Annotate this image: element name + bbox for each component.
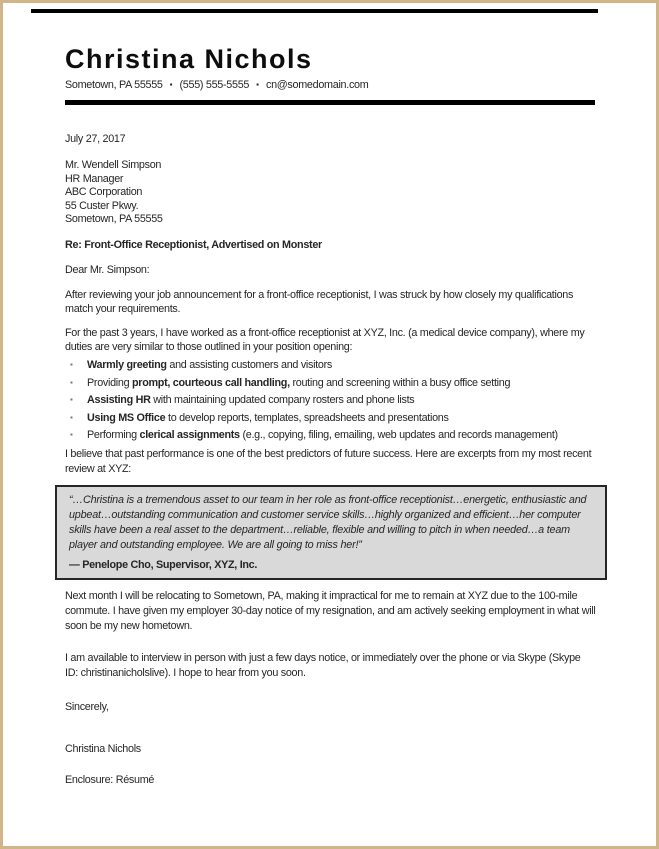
letterhead-rule	[65, 100, 595, 105]
experience-paragraph: For the past 3 years, I have worked as a front-office receptionist at XYZ, Inc. (a medical device company), where my duties are very similar to those outlined in your position opening:	[65, 326, 585, 353]
recipient-street: 55 Custer Pkwy.	[65, 199, 139, 212]
duties-list	[70, 357, 594, 445]
list-item	[70, 374, 594, 392]
list-item-text	[87, 358, 594, 373]
signature-name: Christina Nichols	[65, 742, 141, 755]
duty-bold-text: clerical assignments	[139, 429, 240, 441]
duty-text: and assisting customers and visitors	[166, 359, 333, 371]
list-item-text	[87, 376, 594, 391]
square-bullet-icon: ▪	[256, 80, 259, 89]
duty-text: Providing	[87, 376, 133, 389]
relocation-paragraph: Next month I will be relocating to Sometown, PA, making it impractical for me to remain at XYZ due to the 100-mile commute. I have given my employer 30-day notice of my resignation, and am actively seeking employment in what will soon be my new hometown.	[65, 590, 596, 632]
performance-paragraph: I believe that past performance is one of the best predictors of future success. Here are excerpts from my most recent review at XYZ:	[65, 448, 592, 475]
top-rule	[31, 9, 598, 13]
list-item	[70, 357, 594, 375]
subject-line: Re: Front-Office Receptionist, Advertised on Monster	[65, 238, 322, 251]
list-item-text	[87, 411, 594, 426]
contact-email: cn@somedomain.com	[265, 79, 369, 91]
list-item-text	[87, 428, 594, 443]
closing-line: Sincerely,	[65, 701, 109, 713]
duty-bold-text: Assisting HR	[87, 394, 151, 406]
salutation: Dear Mr. Simpson:	[65, 264, 150, 276]
duty-bold-text: prompt, courteous call handling,	[132, 376, 290, 389]
list-item-text	[87, 393, 594, 408]
duty-text: with maintaining updated company rosters and phone lists	[150, 394, 415, 406]
list-item	[70, 427, 594, 445]
testimonial-text: “…Christina is a tremendous asset to our team in her role as front-office receptionist…energetic, enthusiastic and upbeat…outstanding communication and customer service skills…highly organized and efficient…her computer skills have been a real asset to the department…reliable, flexible and willing to pitch in when needed…a team player and outstanding employee. We are all going to miss her!”	[69, 494, 587, 551]
square-bullet-icon: ▪	[70, 412, 73, 422]
contact-phone: (555) 555-5555	[179, 79, 250, 91]
duty-text: Performing	[87, 429, 140, 441]
duty-bold-text: Warmly greeting	[87, 359, 167, 371]
date-line: July 27, 2017	[65, 132, 126, 145]
list-item	[70, 392, 594, 410]
square-bullet-icon: ▪	[70, 430, 73, 439]
recipient-company: ABC Corporation	[65, 186, 143, 198]
duty-text: routing and screening within a busy office setting	[289, 376, 511, 389]
availability-paragraph: I am available to interview in person with just a few days notice, or immediately over the phone or via Skype (Skype ID: christinanicholslive). I hope to hear from you soon.	[65, 652, 581, 679]
duty-text: to develop reports, templates, spreadsheets and presentations	[165, 411, 449, 424]
opening-paragraph: After reviewing your job announcement for a front-office receptionist, I was struck by how closely my qualifications match your requirements.	[65, 288, 574, 315]
list-item	[70, 409, 594, 427]
square-bullet-icon: ▪	[70, 395, 73, 404]
testimonial-box	[55, 485, 607, 580]
square-bullet-icon: ▪	[70, 377, 73, 387]
recipient-name: Mr. Wendell Simpson	[65, 159, 162, 171]
contact-location: Sometown, PA 55555	[65, 79, 163, 91]
recipient-block	[65, 159, 596, 227]
square-bullet-icon: ▪	[169, 80, 173, 89]
square-bullet-icon: ▪	[70, 360, 73, 369]
recipient-city: Sometown, PA 55555	[65, 213, 163, 225]
letterhead-contact-line	[65, 78, 594, 93]
testimonial-attribution: — Penelope Cho, Supervisor, XYZ, Inc.	[69, 559, 258, 571]
recipient-title: HR Manager	[65, 172, 124, 185]
duty-bold-text: Using MS Office	[87, 411, 166, 424]
letterhead-name: Christina Nichols	[65, 44, 313, 74]
duty-text: (e.g., copying, filing, emailing, web updates and records management)	[239, 429, 558, 441]
enclosure-note: Enclosure: Résumé	[65, 774, 155, 786]
